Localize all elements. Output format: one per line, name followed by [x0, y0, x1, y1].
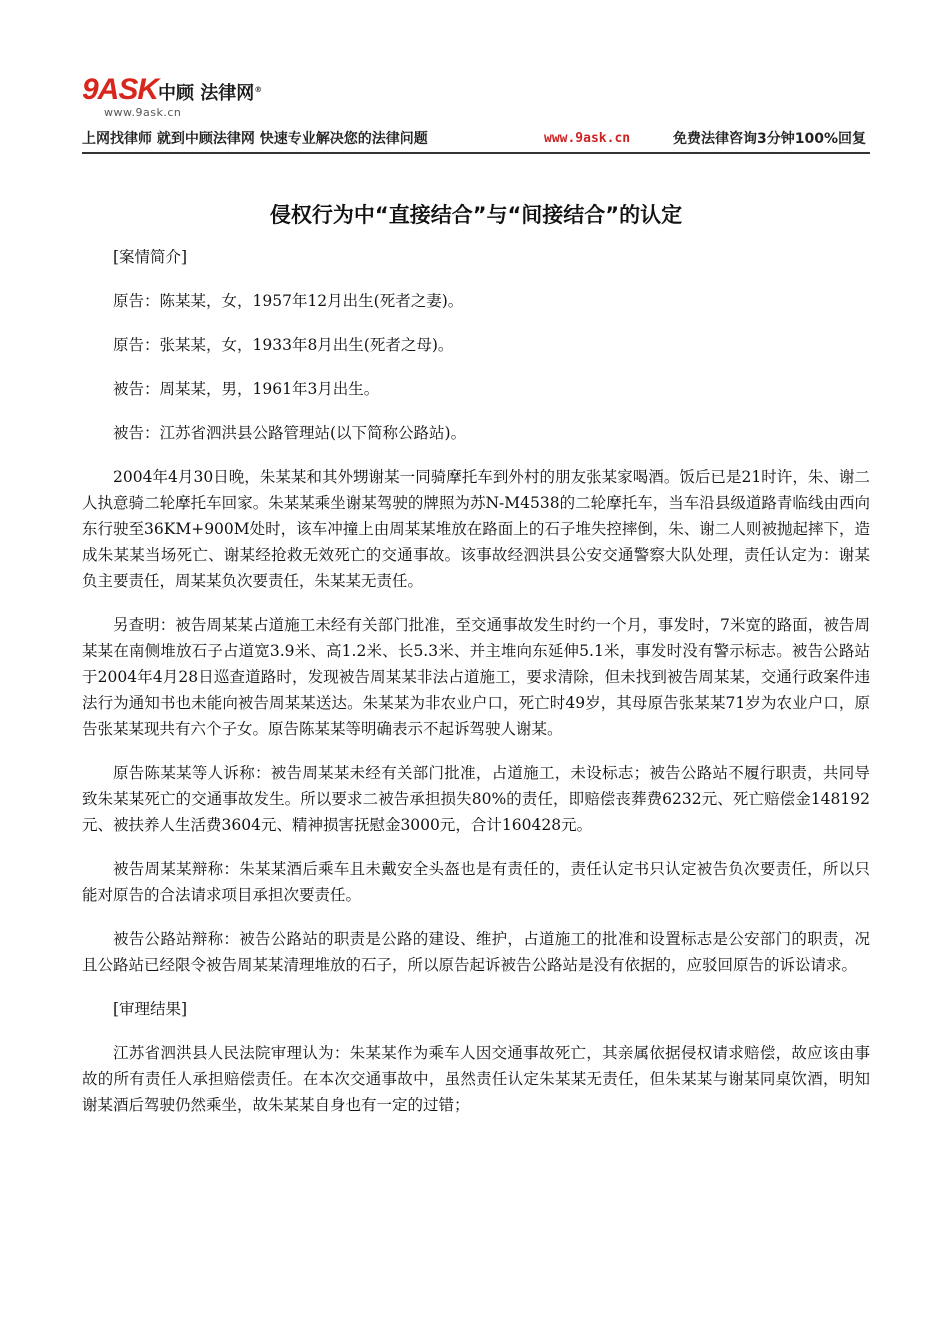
tagline-row — [82, 128, 870, 150]
site-header — [82, 72, 870, 156]
logo-name-text: 中顾 法律网 — [158, 83, 255, 104]
paragraph-defendant-2-defense: 被告公路站辩称：被告公路站的职责是公路的建设、维护，占道施工的批准和设置标志是公安部门的职责，况且公路站已经限令被告周某某清理堆放的石子，所以原告起诉被告公路站是没有依据的，应驳回原告的诉讼请求。 — [82, 930, 870, 974]
party-defendant-2: 被告：江苏省泗洪县公路管理站(以下简称公路站)。 — [113, 424, 467, 442]
party-plaintiff-1: 原告：陈某某，女，1957年12月出生(死者之妻)。 — [113, 292, 464, 310]
section-heading-case-summary: [案情简介] — [113, 248, 188, 266]
logo-url: www.9ask.cn — [104, 106, 182, 119]
paragraph-further-findings: 另查明：被告周某某占道施工未经有关部门批准，至交通事故发生时约一个月，事发时，7米宽的路面，被告周某某在南侧堆放石子占道宽3.9米、高1.2米、长5.3米、并主堆向东延伸5.1米，事发时没有警示标志。被告公路站于2004年4月28日巡查道路时，发现被告周某某非法占道施工，要求清除，但未找到被告周某某，交通行政案件违法行为通知书也未能向被告周某某送达。朱某某为非农业户口，死亡时49岁，其母原告张某某71岁为农业户口，原告张某某现共有六个子女。原告陈某某等明确表示不起诉驾驶人谢某。 — [82, 616, 870, 738]
logo-mark: 9ASK — [82, 73, 159, 106]
party-defendant-1: 被告：周某某，男，1961年3月出生。 — [113, 380, 380, 398]
tagline-url-link[interactable]: www.9ask.cn — [544, 131, 631, 146]
tagline-consult: 免费法律咨询3分钟100%回复 — [673, 131, 866, 147]
document-body — [82, 244, 870, 1136]
tagline-slogan: 上网找律师 就到中顾法律网 快速专业解决您的法律问题 — [82, 131, 428, 147]
header-divider — [82, 152, 870, 154]
logo-name — [158, 78, 262, 106]
paragraph-plaintiff-claims: 原告陈某某等人诉称：被告周某某未经有关部门批准，占道施工，未设标志；被告公路站不履行职责，共同导致朱某某死亡的交通事故发生。所以要求二被告承担损失80%的责任，即赔偿丧葬费6232元、死亡赔偿金148192元、被扶养人生活费3604元、精神损害抚慰金3000元，合计160428元。 — [82, 764, 870, 834]
party-plaintiff-2: 原告：张某某，女，1933年8月出生(死者之母)。 — [113, 336, 454, 354]
section-heading-judgment: [审理结果] — [113, 1000, 188, 1018]
paragraph-defendant-1-defense: 被告周某某辩称：朱某某酒后乘车且未戴安全头盔也是有责任的，责任认定书只认定被告负次要责任，所以只能对原告的合法请求项目承担次要责任。 — [82, 860, 870, 904]
site-logo[interactable] — [82, 72, 312, 122]
registered-icon: ® — [254, 85, 263, 94]
document-title: 侵权行为中“直接结合”与“间接结合”的认定 — [269, 203, 683, 228]
paragraph-court-reasoning: 江苏省泗洪县人民法院审理认为：朱某某作为乘车人因交通事故死亡，其亲属依据侵权请求赔偿，故应该由事故的所有责任人承担赔偿责任。在本次交通事故中，虽然责任认定朱某某无责任，但朱某某与谢某同桌饮酒，明知谢某酒后驾驶仍然乘坐，故朱某某自身也有一定的过错； — [82, 1044, 870, 1114]
paragraph-facts: 2004年4月30日晚，朱某某和其外甥谢某一同骑摩托车到外村的朋友张某家喝酒。饭后已是21时许，朱、谢二人执意骑二轮摩托车回家。朱某某乘坐谢某驾驶的牌照为苏N-M4538的二轮摩托车，当车沿县级道路青临线由西向东行驶至36KM+900M处时，该车冲撞上由周某某堆放在路面上的石子堆失控摔倒，朱、谢二人则被抛起摔下，造成朱某某当场死亡、谢某经抢救无效死亡的交通事故。该事故经泗洪县公安交通警察大队处理，责任认定为：谢某负主要责任，周某某负次要责任，朱某某无责任。 — [82, 468, 870, 590]
